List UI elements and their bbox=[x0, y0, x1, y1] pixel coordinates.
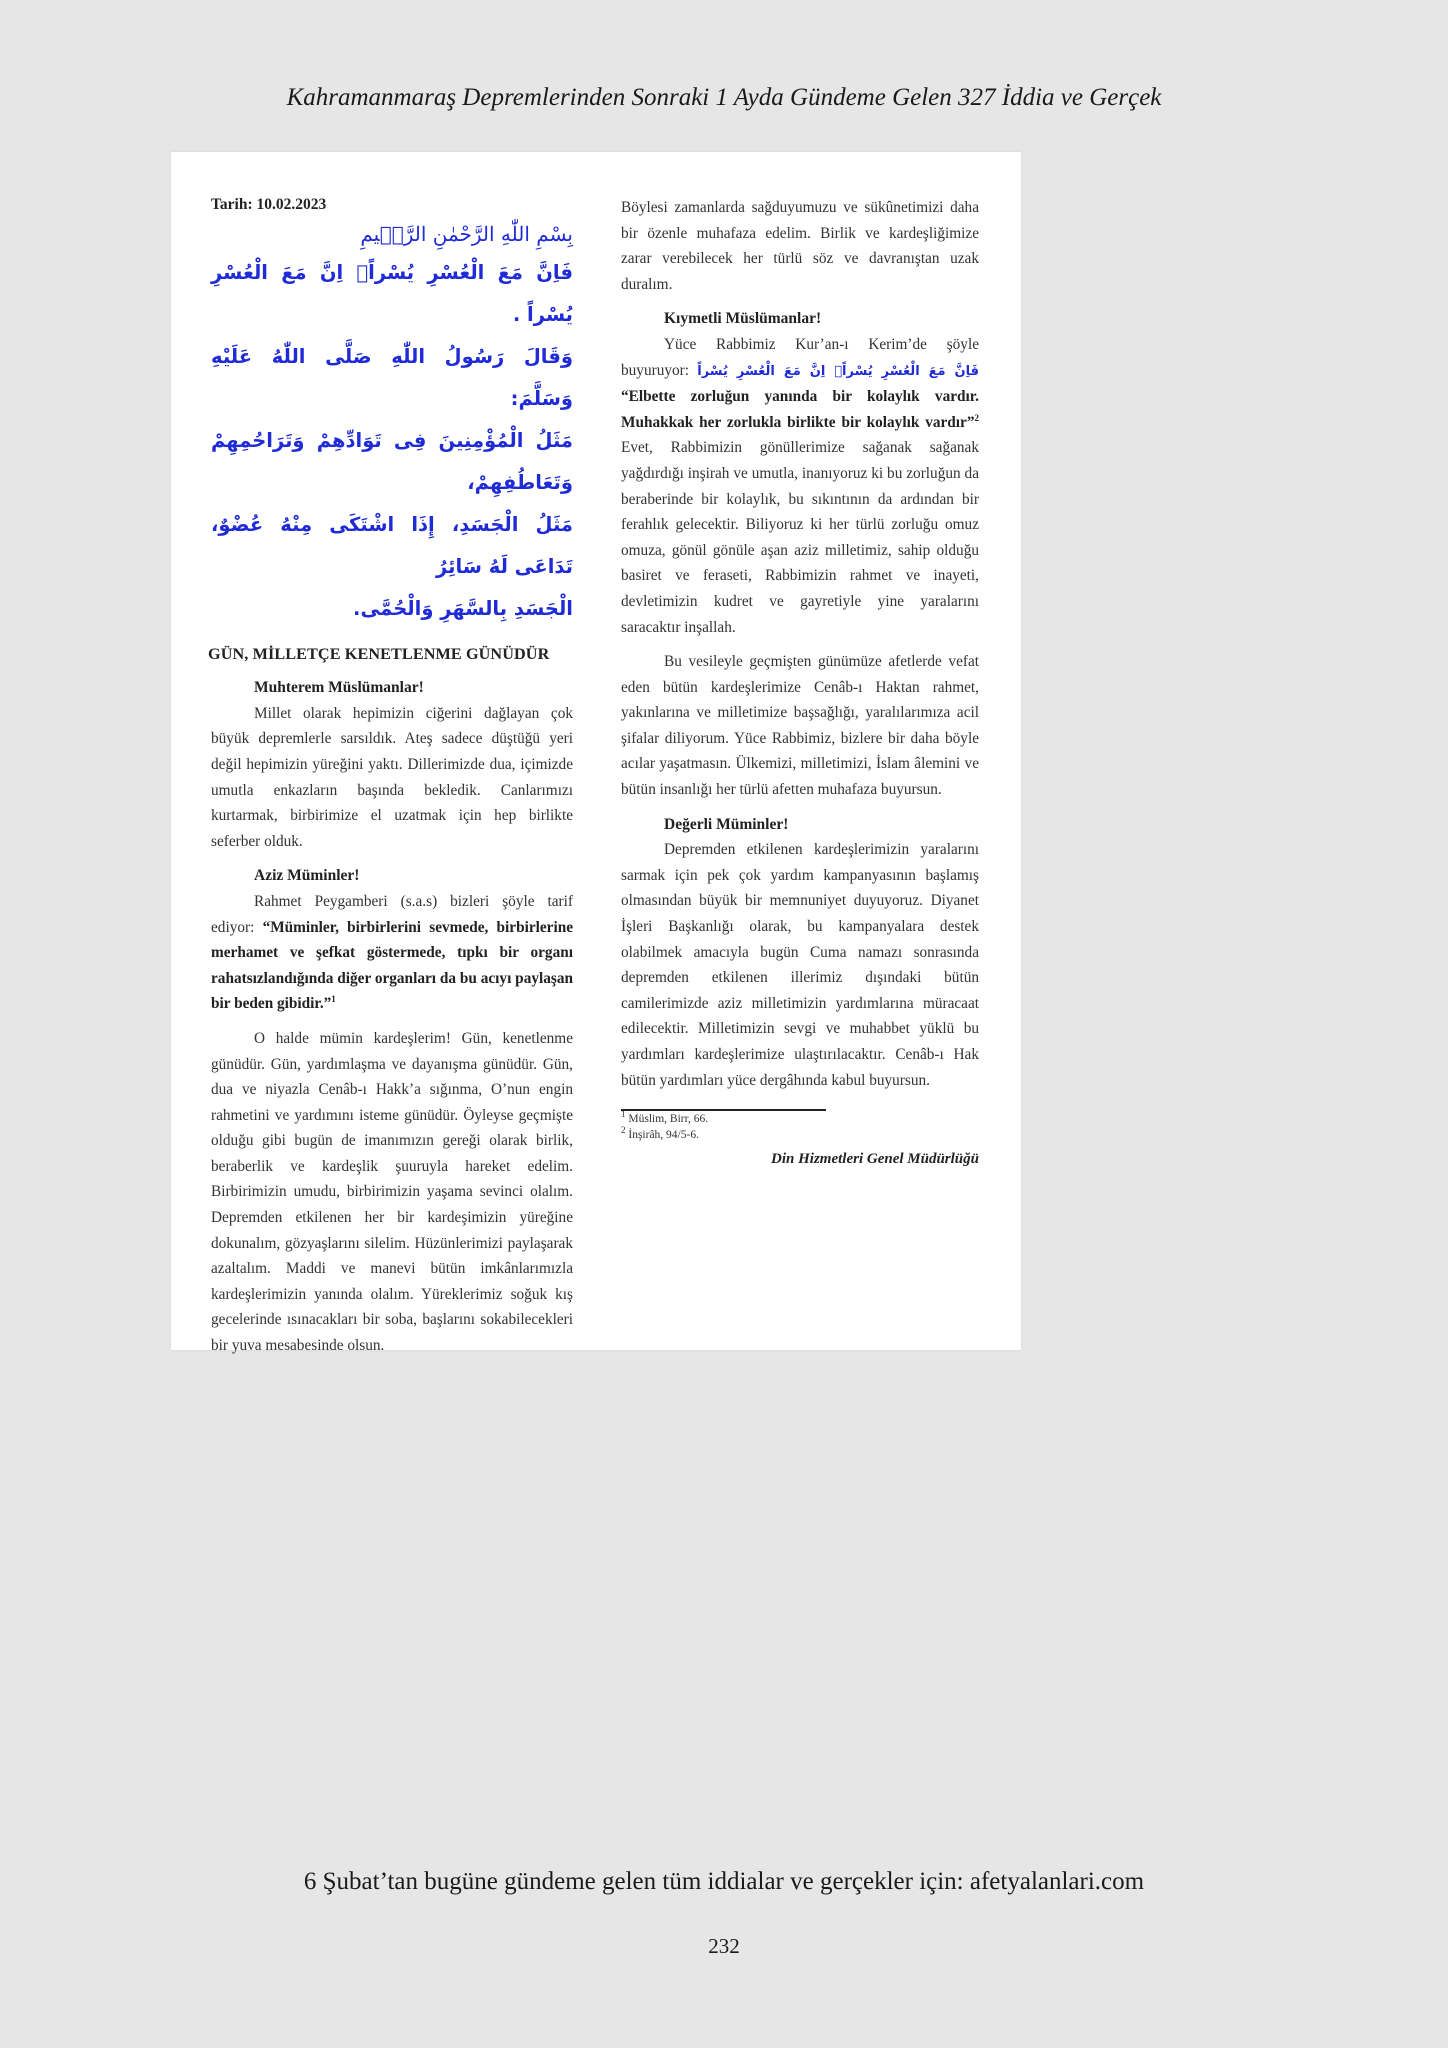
footnote-number: 2 bbox=[621, 1125, 626, 1136]
section-heading: Kıymetli Müslümanlar! bbox=[664, 310, 822, 328]
arabic-line: مَثَلُ الْمُؤْمِنِينَ فِى تَوَادِّهِمْ وَتَرَاحُمِهِمْ وَتَعَاطُفِهِمْ، bbox=[211, 428, 573, 494]
paragraph-intro: Yüce Rabbimiz Kur’an-ı Kerim’de şöyle buyuruyor: bbox=[621, 335, 979, 379]
footnote-number: 1 bbox=[621, 1109, 626, 1120]
paragraph bbox=[621, 332, 979, 640]
arabic-line: فَاِنَّ مَعَ الْعُسْرِ يُسْراًۙ اِنَّ مَعَ الْعُسْرِ يُسْراً . bbox=[211, 260, 573, 326]
paragraph-rest: Evet, Rabbimizin gönüllerimize sağanak sağanak yağdırdığı inşirah ve umutla, inanıyoruz ki bu zorluğun da beraberinde bir kolaylık, bu sıkıntının da ardından bir ferahlık gelecektir. Biliyoruz ki her türlü zorluğu omuz omuza, gönül gönüle aşan aziz milletimiz, sahip olduğu basiret ve feraseti, Rabbimizin rahmet ve inayeti, devletimizin kudret ve gayretiyle yine yaralarını saracaktır inşallah. bbox=[621, 439, 979, 636]
basmala-calligraphy bbox=[211, 222, 573, 252]
paragraph: Millet olarak hepimizin ciğerini dağlayan çok büyük depremlerle sarsıldık. Ateş sadece düştüğü yeri değil hepimizin yüreğini yaktı. Dillerimizde dua, içimizde umutla enkazların başında bekledik. Canlarımızı kurtarmak, birbirimize el uzatmak için hep birlikte seferber olduk. bbox=[211, 704, 573, 850]
basmala-text: بِسْمِ اللّٰهِ الرَّحْمٰنِ الرَّح۪يمِ bbox=[360, 221, 573, 246]
verse-translation: “Elbette zorluğun yanında bir kolaylık vardır. Muhakkak her zorlukla birlikte bir kolaylık vardır” bbox=[621, 388, 979, 431]
left-column bbox=[208, 152, 574, 1359]
page-number: 232 bbox=[708, 1934, 740, 1958]
arabic-line: الْجَسَدِ بِالسَّهَرِ وَالْحُمَّى. bbox=[353, 596, 573, 620]
sermon-date: Tarih: 10.02.2023 bbox=[211, 196, 327, 213]
arabic-line: وَقَالَ رَسُولُ اللّٰهِ صَلَّى اللّٰهُ عَلَيْهِ وَسَلَّمَ: bbox=[211, 344, 573, 410]
inline-arabic-verse: فَاِنَّ مَعَ الْعُسْرِ يُسْراًۙ اِنَّ مَعَ الْعُسْرِ يُسْراً bbox=[697, 363, 979, 379]
arabic-line: مَثَلُ الْجَسَدِ، إِذَا اشْتَكَى مِنْهُ عُضْوٌ، تَدَاعَى لَهُ سَائِرُ bbox=[211, 512, 573, 578]
footnote bbox=[621, 1111, 979, 1127]
footnote-text: Müslim, Birr, 66. bbox=[625, 1113, 709, 1126]
sermon-document-image bbox=[171, 152, 1021, 1355]
paragraph: Bu vesileyle geçmişten günümüze afetlerde vefat eden bütün kardeşlerimize Cenâb-ı Haktan rahmet, yakınlarına ve milletimize başsağlığı, yaralılarımıza acil şifalar diliyorum. Yüce Rabbimiz, bizlere bir daha böyle acılar yaşatmasın. Ülkemizi, milletimizi, İslam âlemini ve bütün insanlığı her türlü afetten muhafaza buyursun. bbox=[621, 653, 979, 799]
right-column bbox=[621, 152, 979, 1173]
footnote-ref: 2 bbox=[974, 412, 979, 423]
footnote-ref: 1 bbox=[331, 994, 336, 1005]
arabic-verse bbox=[211, 252, 573, 630]
sermon-title: GÜN, MİLLETÇE KENETLENME GÜNÜDÜR bbox=[208, 644, 550, 663]
paragraph: Böylesi zamanlarda sağduyumuzu ve sükûnetimizi daha bir özenle muhafaza edelim. Birlik ve kardeşliğimize zarar verebilecek her türlü söz ve davranıştan uzak duralım. bbox=[621, 199, 979, 293]
paragraph-intro: Rahmet Peygamberi (s.a.s) bizleri şöyle tarif ediyor: bbox=[211, 892, 573, 936]
section-heading: Muhterem Müslümanlar! bbox=[254, 679, 424, 697]
hadith-quote: “Müminler, birbirlerini sevmede, birbirlerine merhamet ve şefkat göstermede, tıpkı bir organı rahatsızlandığında diğer organları da bu acıyı paylaşan bir beden gibidir.” bbox=[211, 918, 574, 1013]
running-header: Kahramanmaraş Depremlerinden Sonraki 1 Ayda Gündeme Gelen 327 İddia ve Gerçek bbox=[286, 84, 1162, 111]
footer-text: 6 Şubat’tan bugüne gündeme gelen tüm iddialar ve gerçekler için: afetyalanlari.com bbox=[303, 1868, 1145, 1895]
footnote-text: İnşirâh, 94/5-6. bbox=[625, 1129, 699, 1142]
signature: Din Hizmetleri Genel Müdürlüğü bbox=[771, 1151, 979, 1168]
paragraph bbox=[211, 889, 573, 1017]
section-heading: Değerli Müminler! bbox=[664, 815, 789, 833]
paragraph: Depremden etkilenen kardeşlerimizin yaralarını sarmak için pek çok yardım kampanyasının başlamış olmasından büyük bir memnuniyet duyuyoruz. Diyanet İşleri Başkanlığı olarak, bu kampanyalara destek olabilmek amacıyla bugün Cuma namazı sonrasında depremden etkilenen illerimiz dışındaki bütün camilerimizde aziz milletimizin yardımlarına müracaat edilecektir. Milletimizin sevgi ve muhabbet yüklü bu yardımları kardeşlerimize ulaştırılacaktır. Cenâb-ı Hak bütün yardımları yüce dergâhında kabul buyursun. bbox=[621, 841, 979, 1089]
paragraph: O halde mümin kardeşlerim! Gün, kenetlenme günüdür. Gün, yardımlaşma ve dayanışma günüdür. Gün, dua ve niyazla Cenâb-ı Hakk’a sığınma, O’nun engin rahmetini ve yardımını isteme günüdür. Öyleyse geçmişte olduğu gibi bugün de imanımızın gereği olarak birlik, beraberlik ve kardeşlik şuuruyla hareket edelim. Birbirimizin umudu, birbirimizin yaşama sevinci olalım. Depremden etkilenen her bir kardeşimizin yüreğine dokunalım, gözyaşlarını silelim. Hüzünlerimizi paylaşarak azaltalım. Maddi ve manevi bütün imkânlarımızla kardeşlerimizin yanında olalım. Yüreklerimiz soğuk kış gecelerinde ısınacakları bir soba, başlarını sokabilecekleri bir yuva mesabesinde olsun. bbox=[211, 1029, 573, 1355]
section-heading: Aziz Müminler! bbox=[254, 867, 360, 885]
footnote bbox=[621, 1127, 979, 1143]
